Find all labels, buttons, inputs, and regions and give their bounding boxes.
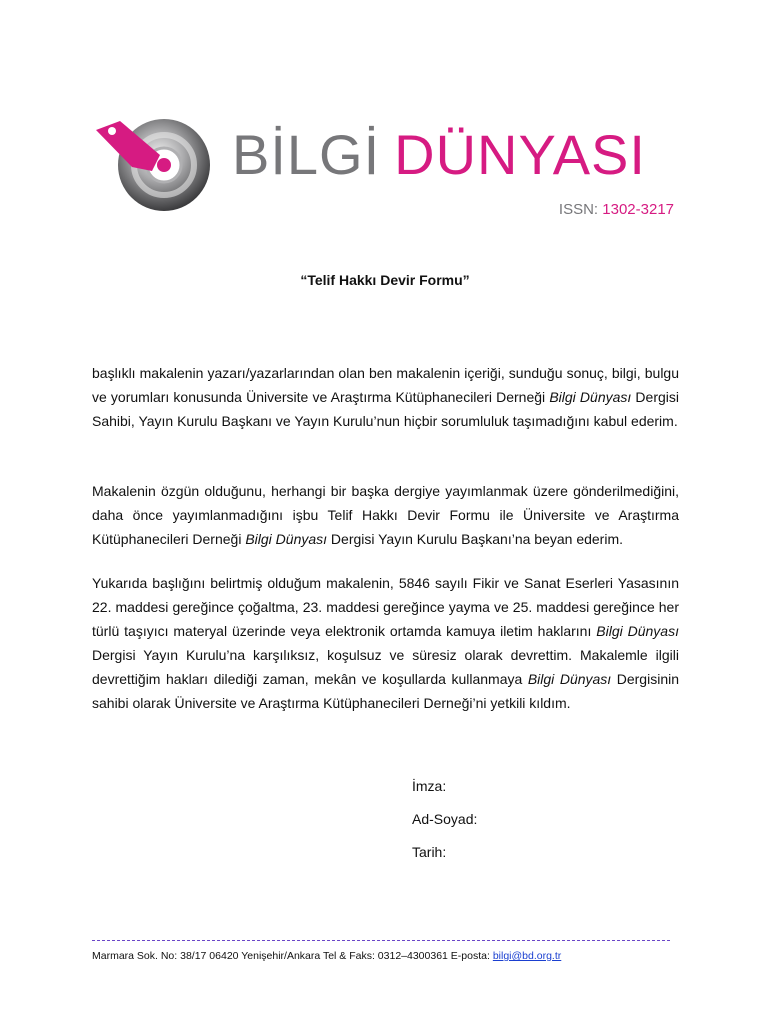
p1-text-after: Dergisi Sahibi, Yayın Kurulu Başkanı ve Yayın Kurulu’nun hiçbir sorumluluk taşımadığını kabul ederim. (92, 389, 679, 429)
signature-label: İmza: (412, 778, 447, 794)
paragraph-responsibility (92, 361, 679, 433)
date-label: Tarih: (412, 844, 447, 860)
p2-journal-name: Bilgi Dünyası (245, 531, 328, 547)
issn (559, 201, 674, 218)
p2-text-before: Makalenin özgün olduğunu, herhangi bir başka dergiye yayımlanmak üzere gönderilmediğini, daha önce yayımlanmadığını işbu Telif Hakkı Devir Formu ile Üniversite ve Araştırma Kütüphanecileri Derneği (92, 483, 679, 547)
paragraph-originality (92, 479, 679, 551)
form-title: “Telif Hakkı Devir Formu” (300, 272, 470, 288)
footer (92, 950, 561, 962)
issn-number: 1302-3217 (602, 201, 674, 218)
p3-part3: Dergisinin sahibi olarak Üniversite ve Araştırma Kütüphanecileri Derneği’ni yetkili kıldım. (92, 671, 680, 711)
brand-word-dunyasi: DÜNYASI (394, 123, 646, 186)
p1-text-before: başlıklı makalenin yazarı/yazarlarından olan ben makalenin içeriği, sunduğu sonuç, bilgi, bulgu ve yorumları konusunda Üniversite ve Araştırma Kütüphanecileri Derneği (92, 365, 679, 405)
footer-address: Marmara Sok. No: 38/17 06420 Yenişehir/Ankara Tel & Faks: 0312–4300361 E-posta: (92, 950, 490, 962)
issn-label: ISSN: (558, 201, 599, 218)
footer-email-link[interactable]: bilgi@bd.org.tr (492, 950, 562, 962)
brand-word-bilgi: BİLGİ (232, 123, 381, 186)
journal-logo (92, 115, 682, 225)
cd-disc-with-pink-tag-icon (92, 115, 227, 225)
p3-part1: Yukarıda başlığını belirtmiş olduğum makalenin, 5846 sayılı Fikir ve Sanat Eserleri Yasasının 22. maddesi gereğince çoğaltma, 23. maddesi gereğince yayma ve 25. maddesi gereğince her türlü taşıyıcı materyal üzerinde veya elektronik ortamda kamuya iletim haklarını (92, 575, 679, 639)
wordmark (232, 123, 646, 186)
p3-journal-name-1: Bilgi Dünyası (596, 623, 679, 639)
p3-journal-name-2: Bilgi Dünyası (527, 671, 612, 687)
p3-part2: Dergisi Yayın Kurulu’na karşılıksız, koşulsuz ve süresiz olarak devrettim. Makalemle ilgili devrettiğim hakları dilediği zaman, mekân ve koşullarda kullanmaya (92, 647, 679, 687)
paragraph-copyright-transfer (92, 571, 679, 715)
p2-text-after: Dergisi Yayın Kurulu Başkanı’na beyan ederim. (327, 531, 624, 547)
name-surname-label: Ad-Soyad: (412, 811, 478, 827)
p1-journal-name: Bilgi Dünyası (549, 389, 632, 405)
footer-divider (92, 940, 670, 941)
